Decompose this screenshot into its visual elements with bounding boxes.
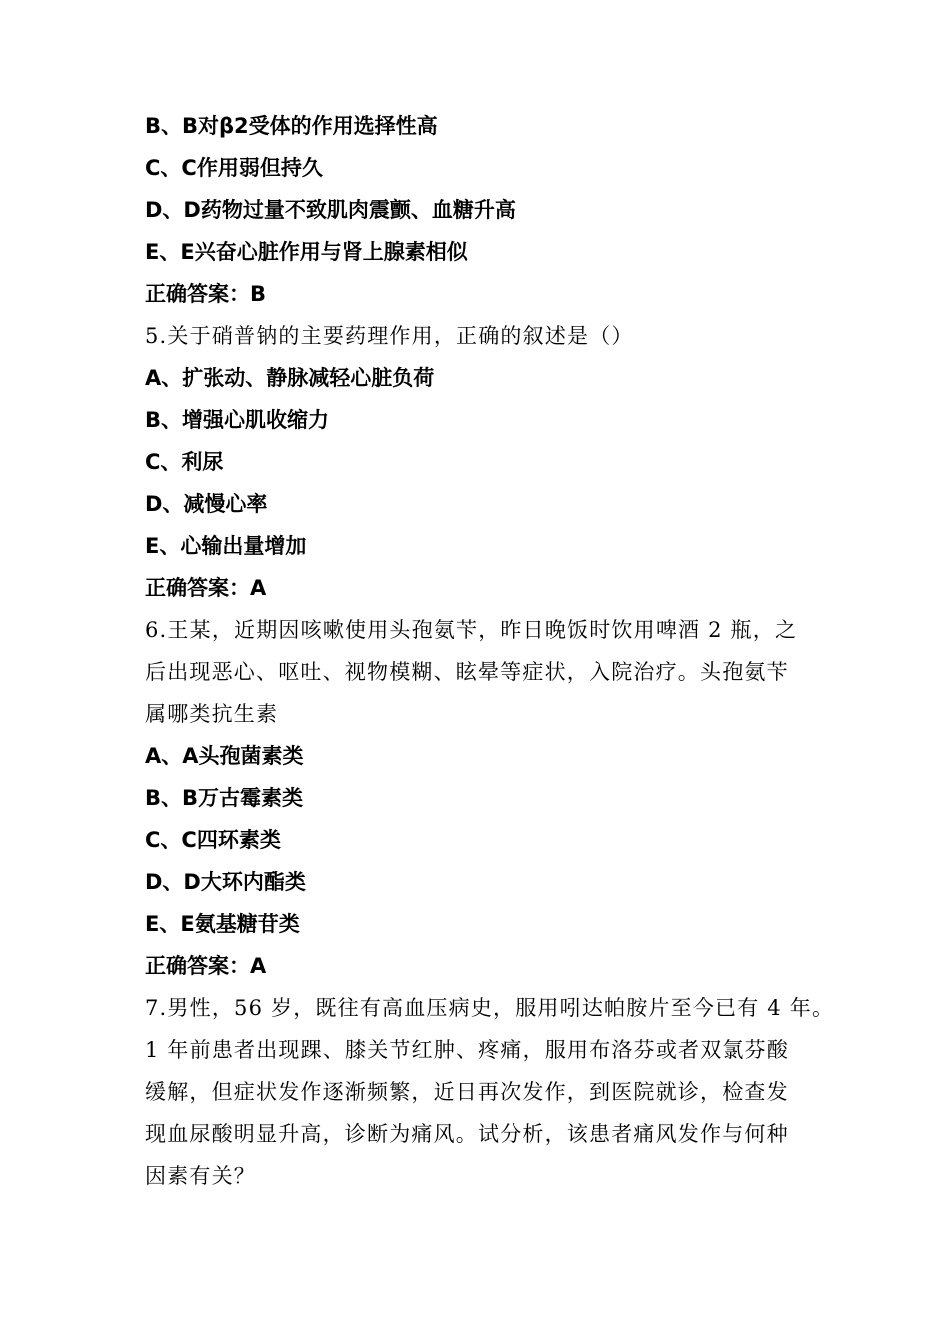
option-d: D、减慢心率 xyxy=(145,492,268,516)
option-e: E、心输出量增加 xyxy=(145,534,307,558)
option-c: C、C四环素类 xyxy=(145,828,281,852)
option-d: D、D药物过量不致肌肉震颤、血糖升高 xyxy=(145,198,516,222)
question-7-line: 因素有关？ xyxy=(145,1164,256,1188)
question-7-line: 现血尿酸明显升高，诊断为痛风。试分析，该患者痛风发作与何种 xyxy=(145,1122,789,1146)
question-7: 7.男性，56 岁，既往有高血压病史，服用吲达帕胺片至今已有 4 年。 xyxy=(145,996,835,1020)
option-b: B、B万古霉素类 xyxy=(145,786,304,810)
answer: 正确答案：A xyxy=(145,576,267,600)
option-c: C、利尿 xyxy=(145,450,224,474)
answer: 正确答案：B xyxy=(145,282,267,306)
question-7-line: 1 年前患者出现踝、膝关节红肿、疼痛，服用布洛芬或者双氯芬酸 xyxy=(145,1038,790,1062)
option-a: A、A头孢菌素类 xyxy=(145,744,304,768)
question-5: 5.关于硝普钠的主要药理作用，正确的叙述是（） xyxy=(145,324,634,348)
answer: 正确答案：A xyxy=(145,954,267,978)
question-6: 6.王某，近期因咳嗽使用头孢氨苄，昨日晚饭时饮用啤酒 2 瓶，之 xyxy=(145,618,798,642)
option-b: B、增强心肌收缩力 xyxy=(145,408,330,432)
option-b: B、B对β2受体的作用选择性高 xyxy=(145,114,438,138)
question-7-line: 缓解，但症状发作逐渐频繁，近日再次发作，到医院就诊，检查发 xyxy=(145,1080,789,1104)
option-d: D、D大环内酯类 xyxy=(145,870,306,894)
question-6-line: 属哪类抗生素 xyxy=(145,702,279,726)
option-e: E、E兴奋心脏作用与肾上腺素相似 xyxy=(145,240,468,264)
option-a: A、扩张动、静脉减轻心脏负荷 xyxy=(145,366,435,390)
option-e: E、E氨基糖苷类 xyxy=(145,912,300,936)
option-c: C、C作用弱但持久 xyxy=(145,156,323,180)
question-6-line: 后出现恶心、呕吐、视物模糊、眩晕等症状，入院治疗。头孢氨苄 xyxy=(145,660,789,684)
